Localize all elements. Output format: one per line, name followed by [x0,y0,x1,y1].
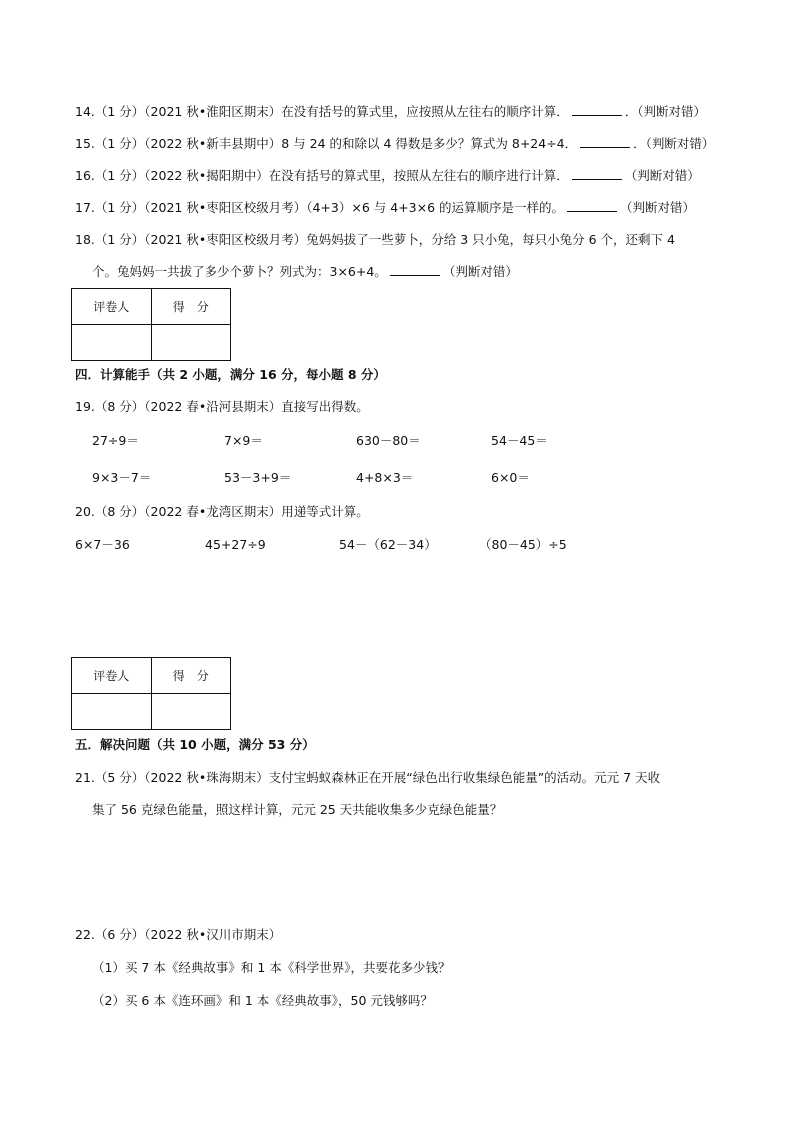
question-18-cont: 个。兔妈妈一共拔了多少个萝卜？列式为：3×6+4。 （判断对错） [92,264,518,279]
question-22-part-1: （1）买 7 本《经典故事》和 1 本《科学世界》，共要花多少钱？ [92,960,451,975]
score-table [71,657,231,730]
section-5-title: 五．解决问题（共 10 小题，满分 53 分） [75,737,315,752]
calc-item: 630－80＝ [356,433,421,448]
answer-blank[interactable] [572,115,622,116]
grader-header: 评卷人 [72,289,152,325]
section-4-title: 四．计算能手（共 2 小题，满分 16 分，每小题 8 分） [75,367,386,382]
calc-item: 4+8×3＝ [356,470,414,485]
question-22-part-2: （2）买 6 本《连环画》和 1 本《经典故事》，50 元钱够吗？ [92,993,433,1008]
grader-header: 评卷人 [72,658,152,694]
score-table [71,288,231,361]
calc-item: 54－45＝ [491,433,548,448]
question-15: 15.（1 分）（2022 秋•新丰县期中）8 与 24 的和除以 4 得数是多少？算式为 8+24÷4． ．（判断对错） [75,136,715,151]
score-header: 得 分 [151,658,231,694]
question-16: 16.（1 分）（2022 秋•揭阳期中）在没有括号的算式里，按照从左往右的顺序进行计算． （判断对错） [75,168,700,183]
stepwise-item: 6×7－36 [75,537,130,552]
question-20: 20.（8 分）（2022 春•龙湾区期末）用递等式计算。 [75,504,369,519]
question-17: 17.（1 分）（2021 秋•枣阳区校级月考）（4+3）×6 与 4+3×6 的运算顺序是一样的。 （判断对错） [75,200,696,215]
question-21: 21.（5 分）（2022 秋•珠海期末）支付宝蚂蚁森林正在开展“绿色出行收集绿色能量”的活动。元元 7 天收 [75,770,661,785]
calc-item: 6×0＝ [491,470,530,485]
question-22: 22.（6 分）（2022 秋•汉川市期末） [75,927,282,942]
stepwise-item: （80－45）÷5 [479,537,567,552]
calc-item: 7×9＝ [224,433,263,448]
answer-blank[interactable] [580,147,630,148]
calc-item: 27÷9＝ [92,433,139,448]
score-header: 得 分 [151,289,231,325]
calc-item: 53－3+9＝ [224,470,292,485]
answer-blank[interactable] [572,179,622,180]
calc-item: 9×3－7＝ [92,470,152,485]
grader-cell[interactable] [72,325,152,361]
answer-blank[interactable] [567,211,617,212]
score-cell[interactable] [151,694,231,730]
question-14: 14.（1 分）（2021 秋•淮阳区期末）在没有括号的算式里，应按照从左往右的顺序计算． ．（判断对错） [75,104,706,119]
stepwise-item: 54－（62－34） [339,537,437,552]
grader-cell[interactable] [72,694,152,730]
question-21-cont: 集了 56 克绿色能量，照这样计算，元元 25 天共能收集多少克绿色能量？ [92,802,503,817]
question-19: 19.（8 分）（2022 春•沿河县期末）直接写出得数。 [75,399,369,414]
question-18: 18.（1 分）（2021 秋•枣阳区校级月考）兔妈妈拔了一些萝卜，分给 3 只小兔，每只小兔分 6 个，还剩下 4 [75,232,675,247]
score-cell[interactable] [151,325,231,361]
answer-blank[interactable] [390,275,440,276]
stepwise-item: 45+27÷9 [205,537,266,552]
